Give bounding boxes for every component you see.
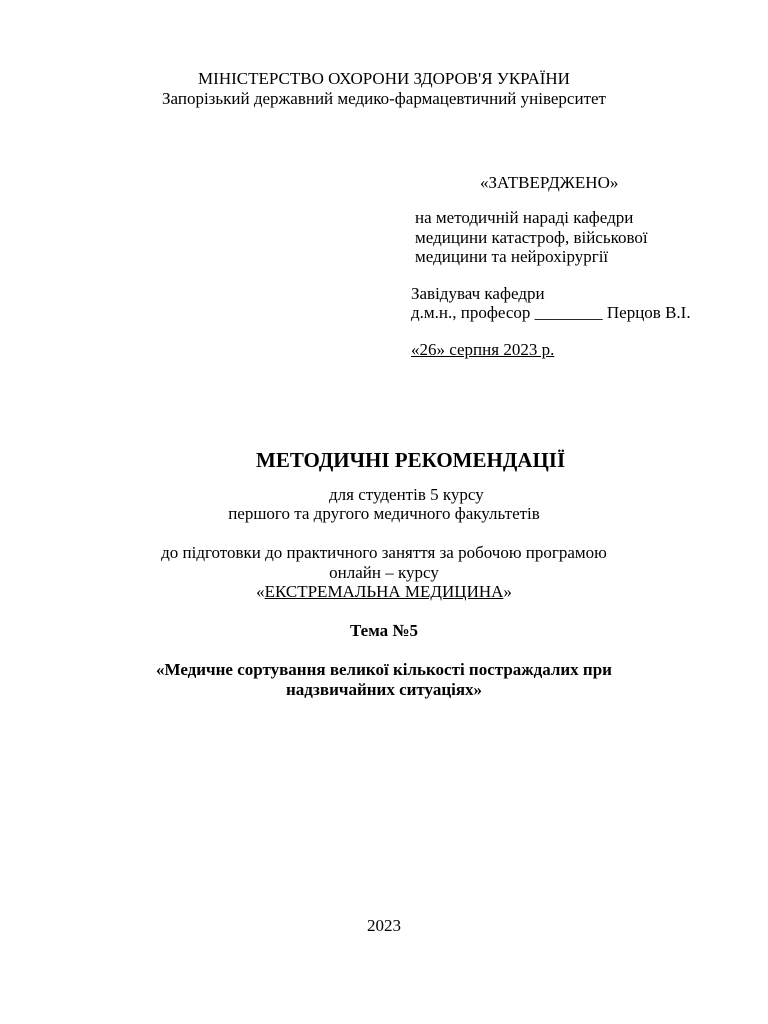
footer-year: 2023 (367, 916, 401, 935)
head-of-department-label: Завідувач кафедри (411, 284, 545, 303)
approval-meeting-line-1: на методичній нараді кафедри (415, 208, 634, 227)
head-of-department-signature: д.м.н., професор ________ Перцов В.І. (411, 303, 691, 322)
approval-meeting-line-3: медицини та нейрохірургії (415, 247, 609, 266)
topic-title-line-2: надзвичайних ситуаціях» (285, 680, 483, 699)
ministry-name: МІНІСТЕРСТВО ОХОРОНИ ЗДОРОВ'Я УКРАЇНИ (198, 69, 570, 88)
topic-title-line-1: «Медичне сортування великої кількості постраждалих при (156, 660, 612, 679)
topic-label: Тема №5 (349, 621, 419, 640)
audience-line-2: першого та другого медичного факультетів (228, 504, 540, 523)
purpose-line-2: онлайн – курсу (329, 563, 439, 582)
approval-date: «26» серпня 2023 р. (411, 340, 555, 359)
approval-title: «ЗАТВЕРДЖЕНО» (480, 173, 619, 192)
course-open-quote: « (256, 582, 265, 601)
purpose-line-1: до підготовки до практичного заняття за робочою програмою (161, 543, 607, 562)
course-close-quote: » (503, 582, 512, 601)
document-title: МЕТОДИЧНІ РЕКОМЕНДАЦІЇ (256, 448, 566, 472)
audience-line-1: для студентів 5 курсу (329, 485, 484, 504)
approval-meeting-line-2: медицини катастроф, військової (415, 228, 648, 247)
course-name-line (0, 582, 768, 602)
course-name: ЕКСТРЕМАЛЬНА МЕДИЦИНА (264, 582, 504, 601)
university-name: Запорізький державний медико-фармацевтичний університет (162, 89, 606, 108)
